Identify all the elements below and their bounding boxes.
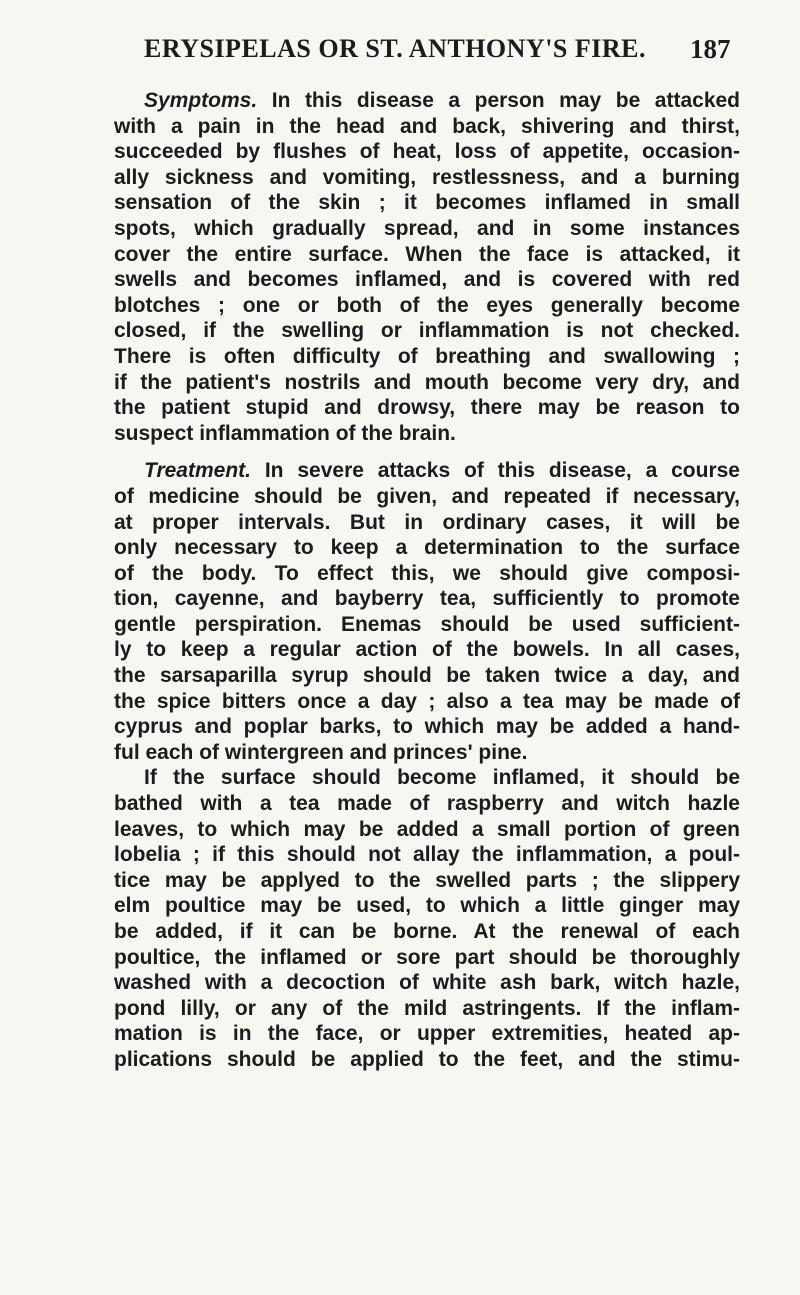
paragraph-line: lobelia ; if this should not allay the inflammation, a poul- — [114, 843, 740, 867]
paragraph-line: closed, if the swelling or inflammation is not checked. — [114, 319, 740, 343]
paragraph-line: the patient stupid and drowsy, there may be reason to — [114, 396, 740, 420]
paragraph-line: bathed with a tea made of raspberry and witch hazle — [114, 792, 740, 816]
paragraph-line: mation is in the face, or upper extremities, heated ap- — [114, 1022, 740, 1046]
paragraph-line: plications should be applied to the feet, and the stimu- — [114, 1047, 740, 1071]
paragraph-line: only necessary to keep a determination to the surface — [114, 536, 740, 560]
paragraph-gap — [114, 446, 740, 458]
paragraph-line: sensation of the skin ; it becomes inflamed in small — [114, 191, 740, 215]
paragraph-line: gentle perspiration. Enemas should be used sufficient- — [114, 612, 740, 636]
paragraph-line: washed with a decoction of white ash bark, witch hazle, — [114, 971, 740, 995]
symptoms-heading: Symptoms. — [144, 89, 258, 112]
paragraph-line: poultice, the inflamed or sore part should be thoroughly — [114, 945, 740, 969]
paragraph-line: elm poultice may be used, to which a little ginger may — [114, 894, 740, 918]
running-title: ERYSIPELAS OR ST. ANTHONY'S FIRE. — [144, 34, 646, 63]
paragraph-line: tice may be applyed to the swelled parts ; the slippery — [114, 868, 740, 892]
paragraph-line: with a pain in the head and back, shivering and thirst, — [114, 114, 740, 138]
paragraph-line: cyprus and poplar barks, to which may be added a hand- — [114, 715, 740, 739]
paragraph-line: ally sickness and vomiting, restlessness, and a burning — [114, 165, 740, 189]
paragraph-line: Treatment. In severe attacks of this disease, a course — [144, 459, 740, 483]
paragraph-line: tion, cayenne, and bayberry tea, sufficiently to promote — [114, 587, 740, 611]
paragraph-line: blotches ; one or both of the eyes generally become — [114, 293, 740, 317]
paragraph-line: leaves, to which may be added a small portion of green — [114, 817, 740, 841]
paragraph-line: There is often difficulty of breathing and swallowing ; — [114, 344, 740, 368]
paragraph-line: swells and becomes inflamed, and is covered with red — [114, 268, 740, 292]
paragraph-line: be added, if it can be borne. At the renewal of each — [114, 920, 740, 943]
paragraph-line: spots, which gradually spread, and in some instances — [114, 216, 740, 240]
paragraph-line: cover the entire surface. When the face is attacked, it — [114, 242, 740, 266]
paragraph-line: the sarsaparilla syrup should be taken twice a day, and — [114, 664, 740, 688]
paragraph-line: pond lilly, or any of the mild astringents. If the inflam- — [114, 996, 740, 1020]
paragraph-line: Symptoms. In this disease a person may be attacked — [144, 89, 740, 112]
paragraph-line: the spice bitters once a day ; also a tea may be made of — [114, 689, 740, 713]
paragraph-line: If the surface should become inflamed, it should be — [144, 766, 740, 790]
paragraph-line: if the patient's nostrils and mouth become very dry, and — [114, 370, 740, 394]
body-text — [114, 88, 740, 1073]
paragraph-line: ful each of wintergreen and princes' pine. — [114, 740, 528, 764]
page-number: 187 — [690, 34, 731, 64]
paragraph-line: of medicine should be given, and repeated if necessary, — [114, 484, 740, 508]
treatment-heading: Treatment. — [144, 459, 251, 483]
paragraph-line: suspect inflammation of the brain. — [114, 421, 456, 445]
paragraph-line: of the body. To effect this, we should give composi- — [114, 561, 740, 585]
paragraph-line: ly to keep a regular action of the bowels. In all cases, — [114, 638, 740, 662]
paragraph-line: at proper intervals. But in ordinary cases, it will be — [114, 510, 740, 534]
paragraph-line: succeeded by flushes of heat, loss of appetite, occasion- — [114, 140, 740, 164]
